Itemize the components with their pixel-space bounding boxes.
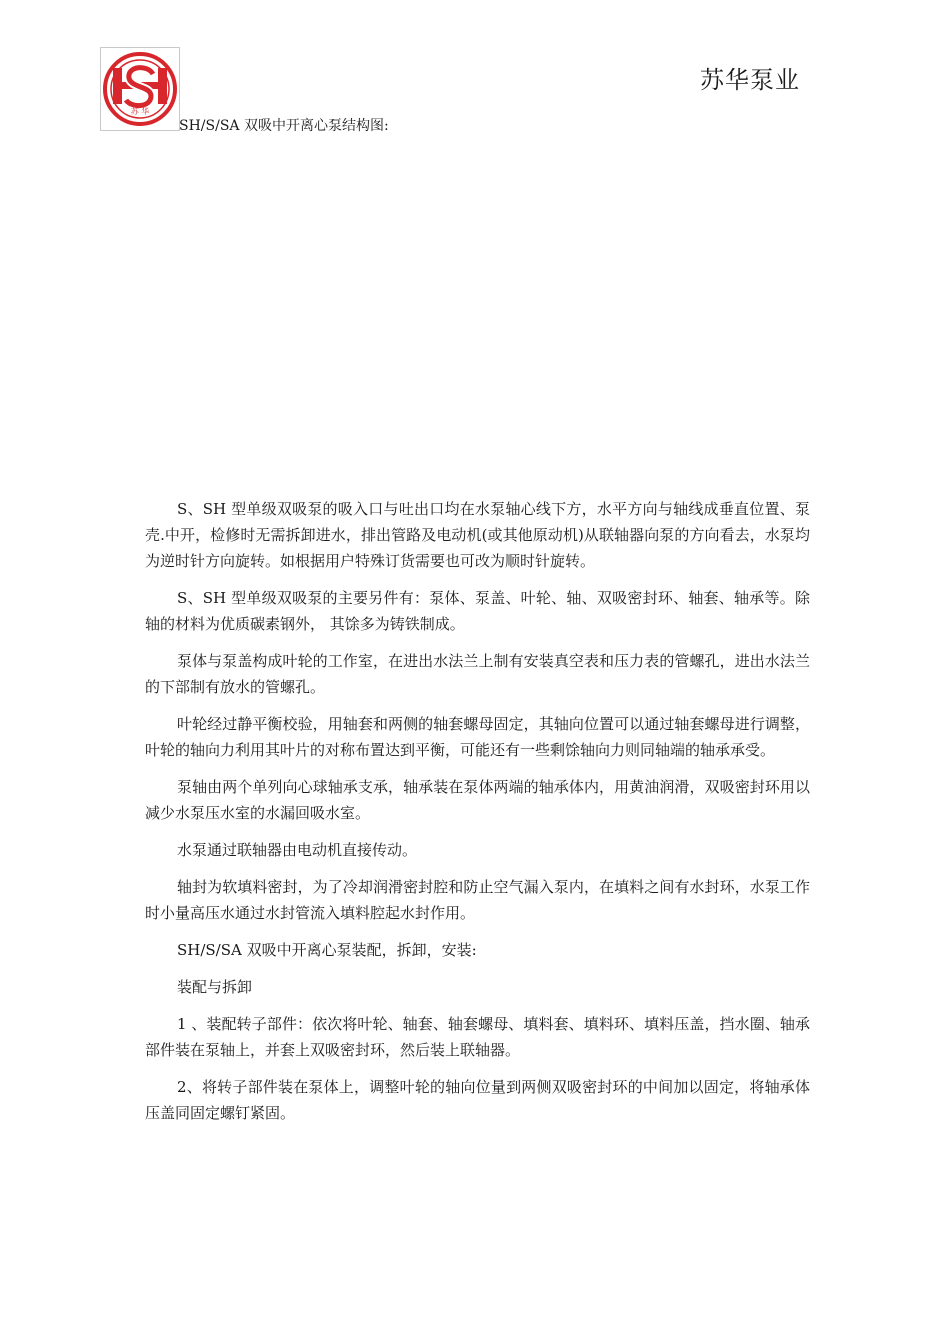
logo-text: 苏 华 — [130, 107, 150, 116]
document-body — [145, 496, 810, 1137]
paragraph-drive: 水泵通过联轴器由电动机直接传动。 — [177, 841, 418, 859]
paragraph-step-2: 2、将转子部件装在泵体上，调整叶轮的轴向位量到两侧双吸密封环的中间加以固定，将轴承体压盖同固定螺钉紧固。 — [145, 1078, 810, 1122]
figure-caption: SH/S/SA 双吸中开离心泵结构图: — [179, 118, 389, 134]
paragraph-shaft: 泵轴由两个单列向心球轴承支承，轴承装在泵体两端的轴承体内，用黄油润滑，双吸密封环用以减少水泵压水室的水漏回吸水室。 — [145, 778, 810, 822]
paragraph-pump-body: 泵体与泵盖构成叶轮的工作室，在进出水法兰上制有安装真空表和压力表的管螺孔，进出水法兰的下部制有放水的管螺孔。 — [145, 652, 810, 696]
company-logo — [100, 47, 180, 131]
logo-emblem-icon — [101, 48, 179, 130]
paragraph-main-parts: S、SH 型单级双吸泵的主要另件有：泵体、泵盖、叶轮、轴、双吸密封环、轴套、轴承等。除轴的材料为优质碳素钢外， 其馀多为铸铁制成。 — [145, 589, 810, 633]
paragraph-shaft-seal: 轴封为软填料密封，为了冷却润滑密封腔和防止空气漏入泵内，在填料之间有水封环，水泵工作时小量高压水通过水封管流入填料腔起水封作用。 — [145, 878, 810, 922]
paragraph-pump-layout: S、SH 型单级双吸泵的吸入口与吐出口均在水泵轴心线下方，水平方向与轴线成垂直位置、泵壳.中开，检修时无需拆卸进水，排出管路及电动机(或其他原动机)从联轴器向泵的方向看去，水泵均为逆时针方向旋转。如根据用户特殊订货需要也可改为顺时针旋转。 — [145, 500, 810, 570]
section-heading-assembly: SH/S/SA 双吸中开离心泵装配，拆卸，安装: — [177, 941, 477, 959]
brand-name: 苏华泵业 — [700, 66, 800, 94]
subheading-assembly-disassembly: 装配与拆卸 — [177, 978, 253, 996]
paragraph-impeller: 叶轮经过静平衡校验，用轴套和两侧的轴套螺母固定，其轴向位置可以通过轴套螺母进行调整，叶轮的轴向力利用其叶片的对称布置达到平衡，可能还有一些剩馀轴向力则同轴端的轴承承受。 — [145, 715, 810, 759]
paragraph-step-1: 1 、装配转子部件：依次将叶轮、轴套、轴套螺母、填料套、填料环、填料压盖，挡水圈、轴承部件装在泵轴上，并套上双吸密封环，然后装上联轴器。 — [145, 1015, 810, 1059]
